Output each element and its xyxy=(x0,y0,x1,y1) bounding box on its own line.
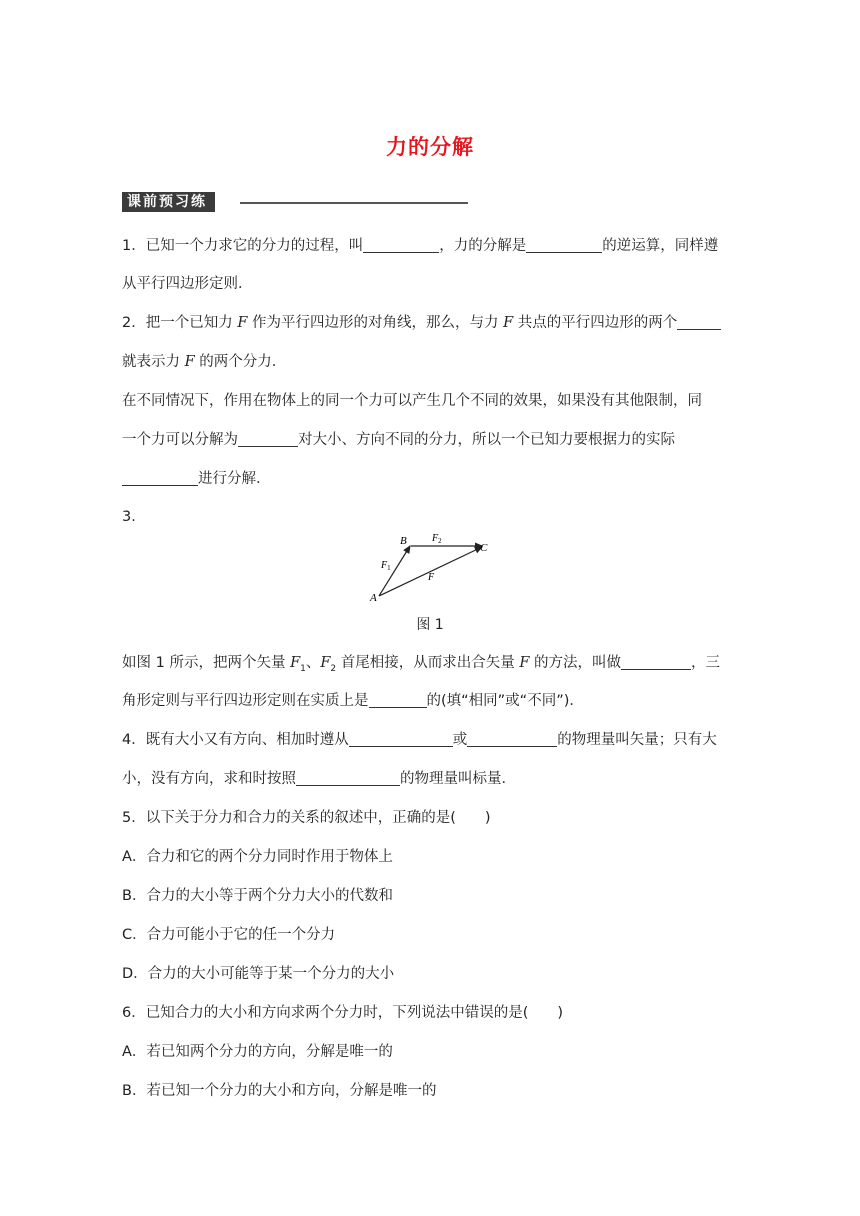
section-dot-icon xyxy=(225,197,236,208)
q3-text-f: 的(填“相同”或“不同”)． xyxy=(426,693,584,709)
q1-line-1 xyxy=(122,236,718,256)
q2-line-5 xyxy=(122,469,271,489)
q5-option-a[interactable]: A．合力和它的两个分力同时作用于物体上 xyxy=(122,849,393,865)
q3-force-f1: F xyxy=(290,655,301,671)
q4-text-d: 小，没有方向，求和时按照 xyxy=(122,771,296,787)
point-c-label: C xyxy=(480,542,488,554)
q4-blank-3[interactable] xyxy=(296,769,400,786)
figure-caption: 图 1 xyxy=(416,617,444,633)
q3-force-f2: F xyxy=(320,655,331,671)
point-a-label: A xyxy=(370,592,377,604)
q2-text-d: 就表示力 xyxy=(122,354,185,370)
q2-blank-1[interactable] xyxy=(677,313,721,330)
q4-line-1 xyxy=(122,730,717,750)
q3-text-b: 首尾相接，从而求出合矢量 xyxy=(336,655,520,671)
q3-text-d: ，三 xyxy=(691,655,721,671)
q3-text-e: 角形定则与平行四边形定则在实质上是 xyxy=(122,693,369,709)
q2-blank-2[interactable] xyxy=(238,430,298,447)
q1-line-2: 从平行四边形定则． xyxy=(122,276,253,292)
q1-text-b: ，力的分解是 xyxy=(439,238,527,254)
q3-text-a: 如图 1 所示，把两个矢量 xyxy=(122,655,291,671)
q2-force-f: F xyxy=(503,315,514,331)
q1-blank-2[interactable] xyxy=(526,236,602,253)
q2-text-c: 共点的平行四边形的两个 xyxy=(513,315,678,331)
f-label: F xyxy=(428,572,435,583)
q4-text-a: 4．既有大小又有方向、相加时遵从 xyxy=(122,732,349,748)
q6-option-b[interactable]: B．若已知一个分力的大小和方向，分解是唯一的 xyxy=(122,1083,437,1099)
q5-option-b[interactable]: B．合力的大小等于两个分力大小的代数和 xyxy=(122,888,393,904)
q1-text-c: 的逆运算，同样遵 xyxy=(602,238,719,254)
q2-blank-3[interactable] xyxy=(122,469,198,486)
section-divider xyxy=(240,202,468,204)
q2-text-g: 对大小、方向不同的分力，所以一个已知力要根据力的实际 xyxy=(298,432,675,448)
f2-label: $F_2$ xyxy=(432,533,442,545)
q4-line-2 xyxy=(122,769,516,789)
q4-text-b: 或 xyxy=(452,732,468,748)
q2-line-1 xyxy=(122,313,721,333)
q6-option-a[interactable]: A．若已知两个分力的方向，分解是唯一的 xyxy=(122,1044,393,1060)
q4-blank-2[interactable] xyxy=(467,730,557,747)
q6-stem: 6．已知合力的大小和方向求两个分力时，下列说法中错误的是( ) xyxy=(122,1005,564,1021)
page-title: 力的分解 xyxy=(386,135,474,159)
q3-separator: 、 xyxy=(305,655,321,671)
q3-blank-1[interactable] xyxy=(621,653,691,670)
q3-line-2 xyxy=(122,691,584,711)
q3-subscript: 2 xyxy=(330,663,337,674)
q2-line-4 xyxy=(122,430,675,450)
q3-text-c: 的方法，叫做 xyxy=(529,655,622,671)
q2-line-2 xyxy=(122,352,286,372)
q5-option-c[interactable]: C．合力可能小于它的任一个分力 xyxy=(122,927,336,943)
section-label: 课前预习练 xyxy=(122,192,215,212)
point-b-label: B xyxy=(400,535,407,547)
q1-blank-1[interactable] xyxy=(363,236,439,253)
q1-text-a: 1．已知一个力求它的分力的过程，叫 xyxy=(122,238,364,254)
q2-force-f: F xyxy=(237,315,248,331)
q3-force-f: F xyxy=(519,655,530,671)
q3-subscript: 1 xyxy=(300,663,306,674)
q2-text-b: 作为平行四边形的对角线，那么，与力 xyxy=(247,315,504,331)
q2-text-f: 一个力可以分解为 xyxy=(122,432,238,448)
q2-text-e: 的两个分力． xyxy=(194,354,287,370)
q2-line-3: 在不同情况下，作用在物体上的同一个力可以产生几个不同的效果，如果没有其他限制，同 xyxy=(122,393,702,409)
vector-triangle-figure xyxy=(362,528,502,604)
q3-blank-2[interactable] xyxy=(369,691,427,708)
q5-option-d[interactable]: D．合力的大小可能等于某一个分力的大小 xyxy=(122,966,395,982)
q3-label: 3. xyxy=(122,509,136,525)
q2-text-a: 2．把一个已知力 xyxy=(122,315,238,331)
f1-label: $F_1$ xyxy=(381,560,391,572)
q2-text-h: 进行分解． xyxy=(198,471,271,487)
q4-text-e: 的物理量叫标量． xyxy=(400,771,516,787)
q3-line-1 xyxy=(122,653,720,679)
q4-blank-1[interactable] xyxy=(349,730,453,747)
q4-text-c: 的物理量叫矢量；只有大 xyxy=(557,732,717,748)
q5-stem: 5．以下关于分力和合力的关系的叙述中，正确的是( ) xyxy=(122,810,491,826)
q2-force-f: F xyxy=(184,354,195,370)
